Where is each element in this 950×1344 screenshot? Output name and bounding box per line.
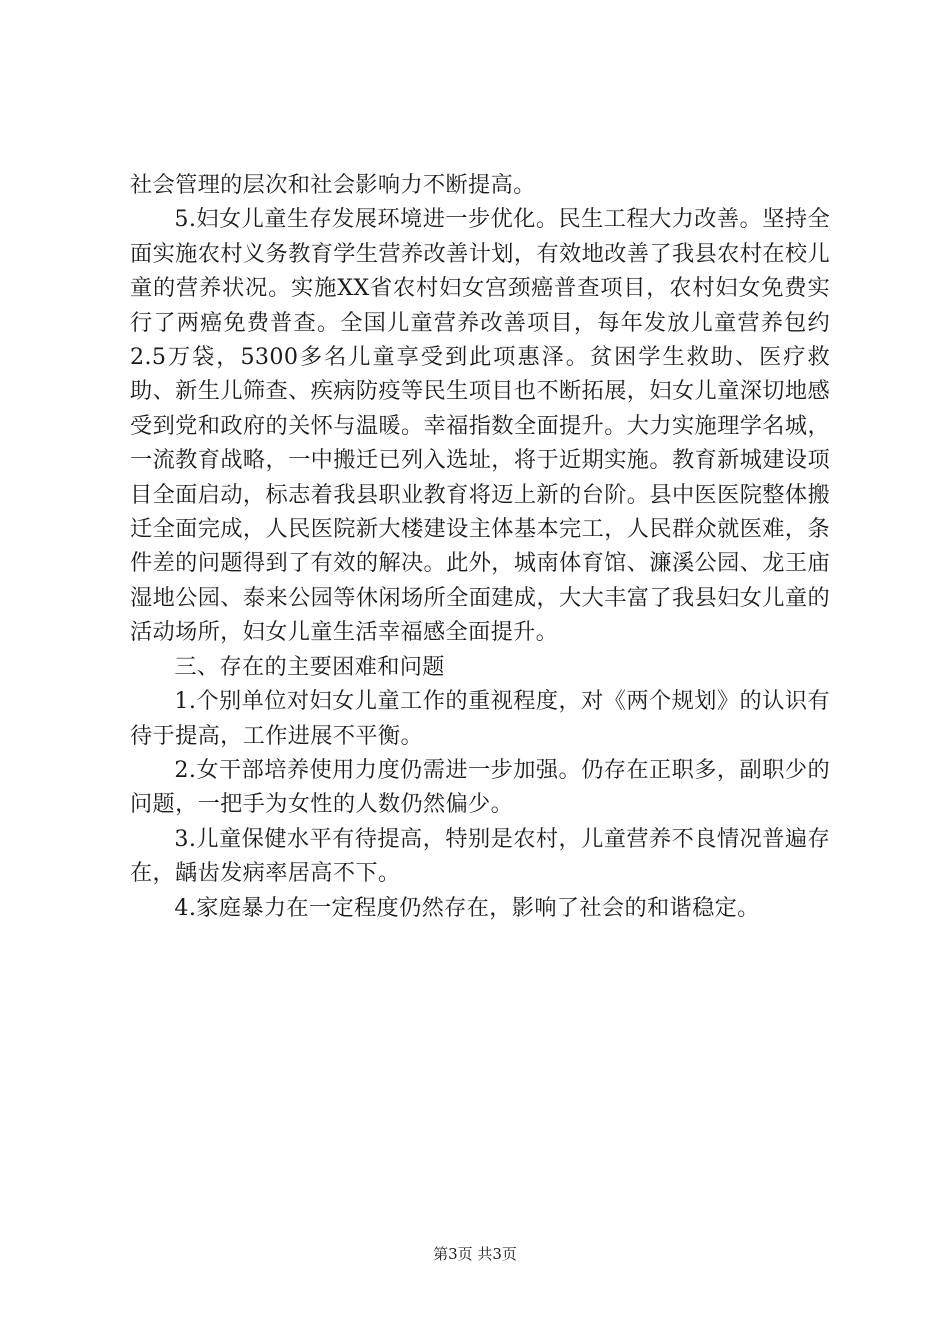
section-heading-difficulties: 三、存在的主要困难和问题 — [174, 653, 445, 680]
paragraph-problem-2: 2.女干部培养使用力度仍需进一步加强。仍存在正职多，副职少的问题，一把手为女性的人数仍然偏少。 — [130, 756, 830, 818]
document-body — [130, 168, 830, 925]
paragraph-problem-1: 1.个别单位对妇女儿童工作的重视程度，对《两个规划》的认识有待于提高，工作进展不平衡。 — [130, 688, 830, 749]
paragraph-problem-4: 4.家庭暴力在一定程度仍然存在，影响了社会的和谐稳定。 — [174, 894, 760, 921]
paragraph-item-5: 5.妇女儿童生存发展环境进一步优化。民生工程大力改善。坚持全面实施农村义务教育学生营养改善计划，有效地改善了我县农村在校儿童的营养状况。实施XX省农村妇女宫颈癌普查项目，农村妇女免费实行了两癌免费普查。全国儿童营养改善项目，每年发放儿童营养包约2.5万袋，5300多名儿童享受到此项惠泽。贫困学生救助、医疗救助、新生儿筛查、疾病防疫等民生项目也不断拓展，妇女儿童深切地感受到党和政府的关怀与温暖。幸福指数全面提升。大力实施理学名城，一流教育战略，一中搬迁已列入选址，将于近期实施。教育新城建设项目全面启动，标志着我县职业教育将迈上新的台阶。县中医医院整体搬迁全面完成，人民医院新大楼建设主体基本完工，人民群众就医难，条件差的问题得到了有效的解决。此外，城南体育馆、濂溪公园、龙王庙湿地公园、泰来公园等休闲场所全面建成，大大丰富了我县妇女儿童的活动场所，妇女儿童生活幸福感全面提升。 — [130, 206, 830, 646]
paragraph-continuation: 社会管理的层次和社会影响力不断提高。 — [130, 172, 536, 198]
page-number-footer: 第3页 共3页 — [433, 1245, 517, 1263]
paragraph-problem-3: 3.儿童保健水平有待提高，特别是农村，儿童营养不良情况普遍存在，龋齿发病率居高不下。 — [130, 825, 830, 887]
